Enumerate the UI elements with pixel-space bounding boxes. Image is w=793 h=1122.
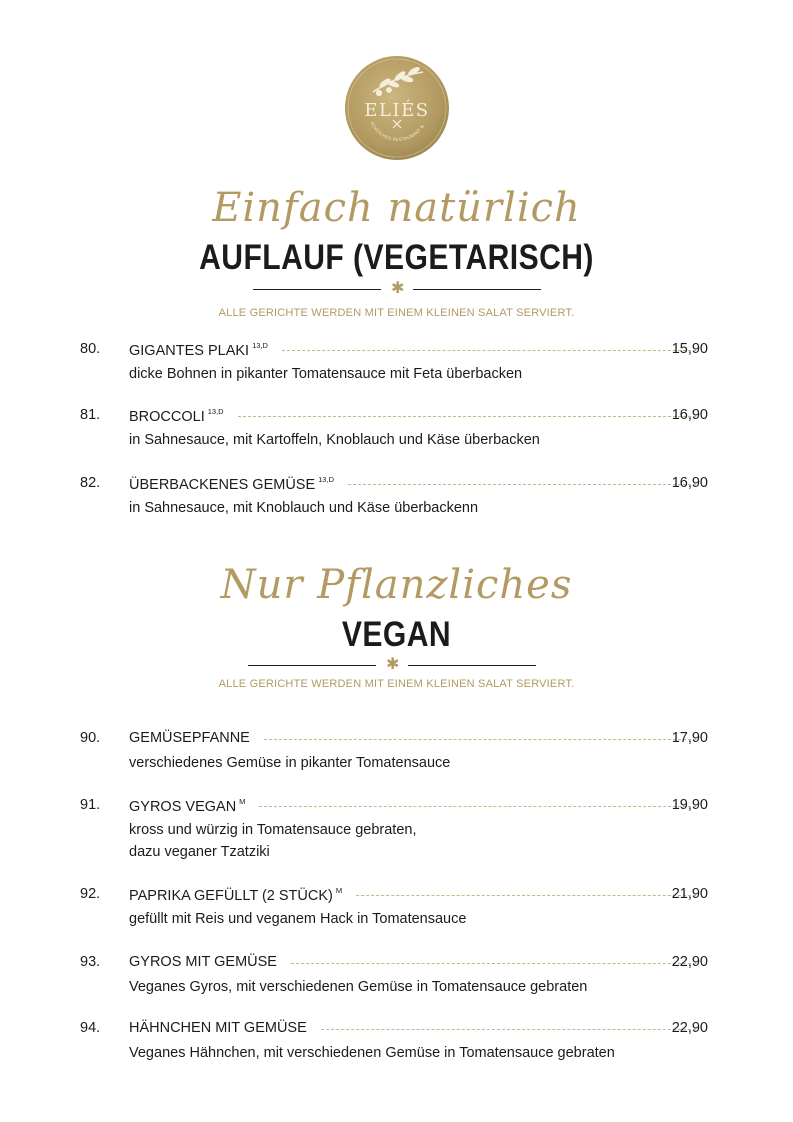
section-auflauf-script: [0, 185, 793, 231]
section-note: ALLE GERICHTE WERDEN MIT EINEM KLEINEN SALAT SERVIERT.: [218, 678, 575, 690]
item-description: kross und würzig in Tomatensauce gebraten, dazu veganer Tzatziki: [129, 822, 417, 860]
logo-seal: [343, 54, 451, 162]
allergen-code: M: [239, 797, 246, 806]
section-title: AUFLAUF (VEGETARISCH): [199, 238, 594, 277]
divider: [253, 280, 541, 297]
item-number: 92.: [80, 886, 101, 902]
item-name: GEMÜSEPFANNE: [129, 730, 250, 746]
item-price: 22,90: [671, 1020, 708, 1036]
allergen-code: 13,D: [252, 341, 268, 350]
dotted-leader: [259, 806, 696, 807]
item-number: 93.: [80, 954, 101, 970]
dotted-leader: [321, 1029, 696, 1030]
item-price: 21,90: [671, 886, 708, 902]
item-name: BROCCOLI $^{13,D}$: [129, 407, 224, 425]
section-vegan-title-wrap: [0, 617, 793, 652]
item-price: 17,90: [671, 730, 708, 746]
item-description: verschiedenes Gemüse in pikanter Tomatensauce: [129, 755, 451, 771]
divider: [248, 656, 536, 673]
dotted-leader: [348, 484, 696, 485]
allergen-code: M: [335, 886, 343, 895]
item-name: GYROS MIT GEMÜSE: [129, 954, 277, 970]
item-price: 22,90: [671, 954, 708, 970]
item-description: Veganes Gyros, mit verschiedenen Gemüse in Tomatensauce gebraten: [129, 979, 588, 995]
item-description: gefüllt mit Reis und veganem Hack in Tomatensauce: [129, 911, 467, 927]
item-description: in Sahnesauce, mit Kartoffeln, Knoblauch und Käse überbacken: [129, 432, 540, 448]
section-vegan-script: [0, 562, 793, 608]
asterisk-icon: ✱: [386, 656, 400, 673]
item-number: 81.: [80, 407, 101, 423]
logo-brand: ELIÉS: [364, 100, 430, 121]
restaurant-logo: [343, 54, 451, 162]
dotted-leader: [264, 739, 696, 740]
item-name: PAPRIKA GEFÜLLT (2 STÜCK) $^M$: [129, 886, 343, 904]
dotted-leader: [356, 895, 696, 896]
item-price: 19,90: [671, 797, 708, 813]
item-description: in Sahnesauce, mit Knoblauch und Käse überbackenn: [129, 500, 479, 516]
item-number: 94.: [80, 1020, 101, 1036]
item-description: Veganes Hähnchen, mit verschiedenen Gemüse in Tomatensauce gebraten: [129, 1045, 615, 1061]
item-name: HÄHNCHEN MIT GEMÜSE: [129, 1020, 307, 1036]
item-number: 80.: [80, 341, 101, 357]
item-name: GIGANTES PLAKI $^{13,D}$: [129, 341, 268, 359]
asterisk-icon: ✱: [391, 280, 405, 297]
section-auflauf-title-wrap: [0, 240, 793, 275]
item-number: 90.: [80, 730, 101, 746]
item-name: ÜBERBACKENES GEMÜSE $^{13,D}$: [129, 475, 334, 493]
item-description: dicke Bohnen in pikanter Tomatensauce mit Feta überbacken: [129, 366, 523, 382]
section-title: VEGAN: [341, 615, 452, 654]
item-price: 16,90: [671, 407, 708, 423]
script-heading: Nur Pflanzliches: [220, 562, 573, 608]
item-number: 82.: [80, 475, 101, 491]
item-number: 91.: [80, 797, 101, 813]
script-heading: Einfach natürlich: [212, 185, 581, 231]
section-note: ALLE GERICHTE WERDEN MIT EINEM KLEINEN SALAT SERVIERT.: [218, 307, 575, 319]
allergen-code: 13,D: [318, 475, 334, 484]
item-price: 15,90: [671, 341, 708, 357]
dotted-leader: [282, 350, 696, 351]
logo-tagline: ECHISCHES RESTAURANT &: [369, 121, 426, 142]
allergen-code: 13,D: [207, 407, 224, 416]
dotted-leader: [238, 416, 696, 417]
dotted-leader: [291, 963, 696, 964]
item-name: GYROS VEGAN $^M$: [129, 797, 246, 815]
item-price: 16,90: [671, 475, 708, 491]
